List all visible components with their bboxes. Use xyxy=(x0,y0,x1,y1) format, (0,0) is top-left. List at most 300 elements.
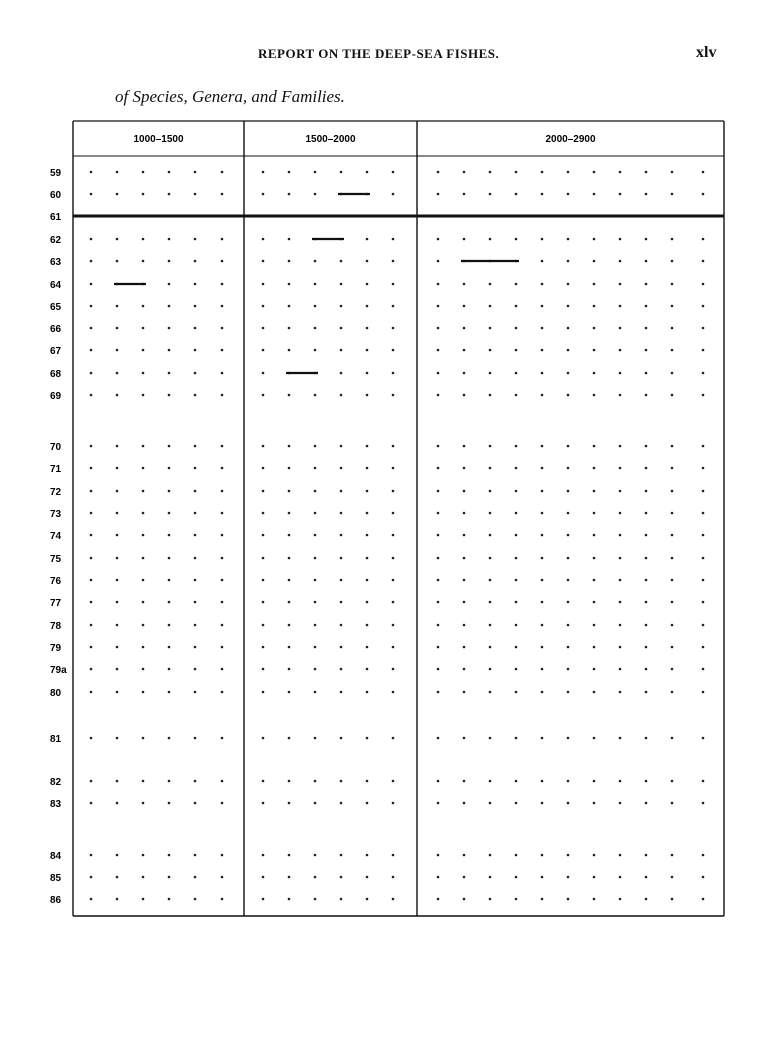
row-dot xyxy=(168,394,171,397)
row-dot xyxy=(702,876,705,879)
row-dot xyxy=(567,490,570,493)
row-dot xyxy=(194,579,197,582)
row-dot xyxy=(463,349,466,352)
row-dot xyxy=(437,601,440,604)
row-dot xyxy=(593,557,596,560)
row-dot xyxy=(541,737,544,740)
row-dot xyxy=(90,238,93,241)
row-dot xyxy=(437,898,440,901)
row-dot xyxy=(142,646,145,649)
row-dot xyxy=(392,579,395,582)
row-label: 61 xyxy=(50,212,62,223)
row-dot xyxy=(392,260,395,263)
row-dot xyxy=(262,624,265,627)
row-dot xyxy=(366,668,369,671)
row-dot xyxy=(288,260,291,263)
row-dot xyxy=(366,646,369,649)
row-dot xyxy=(366,557,369,560)
row-dot xyxy=(515,646,518,649)
row-dot xyxy=(671,305,674,308)
row-dot xyxy=(463,737,466,740)
row-dot xyxy=(437,327,440,330)
page-number: xlv xyxy=(696,44,717,61)
row-dot xyxy=(671,171,674,174)
row-dot xyxy=(619,193,622,196)
row-dot xyxy=(541,238,544,241)
row-dot xyxy=(314,601,317,604)
row-dot xyxy=(463,305,466,308)
row-dot xyxy=(116,260,119,263)
row-dot xyxy=(288,445,291,448)
row-dot xyxy=(340,467,343,470)
row-dot xyxy=(168,283,171,286)
row-dot xyxy=(489,394,492,397)
row-dot xyxy=(366,327,369,330)
row-dot xyxy=(702,601,705,604)
row-dot xyxy=(340,260,343,263)
row-dot xyxy=(168,327,171,330)
row-dot xyxy=(142,349,145,352)
row-dot xyxy=(489,579,492,582)
row-dot xyxy=(463,668,466,671)
row-dot xyxy=(142,802,145,805)
row-dot xyxy=(340,305,343,308)
row-dot xyxy=(671,780,674,783)
row-dot xyxy=(314,260,317,263)
row-dot xyxy=(671,238,674,241)
row-dot xyxy=(567,691,570,694)
row-dot xyxy=(168,445,171,448)
row-dot xyxy=(262,445,265,448)
row-dot xyxy=(116,876,119,879)
row-dot xyxy=(702,534,705,537)
row-dot xyxy=(366,283,369,286)
row-dot xyxy=(116,372,119,375)
row-dot xyxy=(314,780,317,783)
row-dot xyxy=(116,737,119,740)
row-dot xyxy=(489,557,492,560)
row-dot xyxy=(392,327,395,330)
row-label: 85 xyxy=(50,873,62,884)
row-dot xyxy=(515,780,518,783)
row-dot xyxy=(619,691,622,694)
row-dot xyxy=(288,601,291,604)
row-dot xyxy=(221,624,224,627)
row-dot xyxy=(340,601,343,604)
row-dot xyxy=(489,691,492,694)
row-dot xyxy=(463,691,466,694)
row-dot xyxy=(702,668,705,671)
row-dot xyxy=(645,260,648,263)
row-dot xyxy=(567,898,570,901)
row-dot xyxy=(142,876,145,879)
row-dot xyxy=(567,780,570,783)
row-dot xyxy=(288,327,291,330)
row-dot xyxy=(671,624,674,627)
row-dot xyxy=(515,305,518,308)
row-dot xyxy=(116,898,119,901)
row-label: 77 xyxy=(50,598,62,609)
row-dot xyxy=(671,737,674,740)
row-dot xyxy=(541,668,544,671)
row-dot xyxy=(116,512,119,515)
row-dot xyxy=(168,512,171,515)
row-dot xyxy=(116,349,119,352)
row-dot xyxy=(541,898,544,901)
row-dot xyxy=(619,579,622,582)
row-dot xyxy=(90,327,93,330)
row-dot xyxy=(262,394,265,397)
row-dot xyxy=(221,512,224,515)
row-dot xyxy=(489,876,492,879)
row-dot xyxy=(168,372,171,375)
row-dot xyxy=(221,534,224,537)
row-dot xyxy=(221,467,224,470)
row-dot xyxy=(671,579,674,582)
row-dot xyxy=(392,490,395,493)
row-dot xyxy=(116,646,119,649)
row-dot xyxy=(567,876,570,879)
row-dot xyxy=(541,283,544,286)
row-dot xyxy=(90,691,93,694)
row-dot xyxy=(515,579,518,582)
row-dot xyxy=(366,512,369,515)
row-dot xyxy=(515,624,518,627)
row-dot xyxy=(221,579,224,582)
row-dot xyxy=(262,668,265,671)
row-dot xyxy=(194,624,197,627)
row-dot xyxy=(671,601,674,604)
row-dot xyxy=(541,349,544,352)
row-dot xyxy=(288,193,291,196)
row-dot xyxy=(489,327,492,330)
row-dot xyxy=(392,898,395,901)
row-dot xyxy=(437,802,440,805)
row-dot xyxy=(314,557,317,560)
row-dot xyxy=(489,534,492,537)
row-dot xyxy=(392,534,395,537)
row-dot xyxy=(340,624,343,627)
row-dot xyxy=(671,490,674,493)
row-dot xyxy=(221,557,224,560)
row-dot xyxy=(314,876,317,879)
row-dot xyxy=(168,646,171,649)
row-dot xyxy=(593,624,596,627)
row-dot xyxy=(194,876,197,879)
row-dot xyxy=(194,193,197,196)
row-dot xyxy=(262,490,265,493)
row-dot xyxy=(194,691,197,694)
row-dot xyxy=(314,579,317,582)
row-label: 80 xyxy=(50,688,62,699)
row-dot xyxy=(314,668,317,671)
row-dot xyxy=(645,780,648,783)
row-dot xyxy=(340,283,343,286)
row-dot xyxy=(463,579,466,582)
row-dot xyxy=(593,490,596,493)
row-dot xyxy=(541,780,544,783)
row-dot xyxy=(702,445,705,448)
row-dot xyxy=(392,601,395,604)
row-dot xyxy=(340,854,343,857)
row-label: 65 xyxy=(50,302,62,313)
row-dot xyxy=(463,171,466,174)
row-dot xyxy=(567,802,570,805)
row-dot xyxy=(541,646,544,649)
row-dot xyxy=(645,854,648,857)
row-dot xyxy=(116,238,119,241)
row-dot xyxy=(515,372,518,375)
row-dot xyxy=(541,579,544,582)
row-dot xyxy=(541,327,544,330)
row-dot xyxy=(567,646,570,649)
row-dot xyxy=(314,171,317,174)
row-dot xyxy=(314,854,317,857)
row-dot xyxy=(567,445,570,448)
row-dot xyxy=(489,349,492,352)
row-dot xyxy=(489,854,492,857)
row-dot xyxy=(288,898,291,901)
row-dot xyxy=(515,691,518,694)
row-dot xyxy=(142,668,145,671)
row-dot xyxy=(392,557,395,560)
row-dot xyxy=(168,171,171,174)
row-dot xyxy=(567,512,570,515)
row-dot xyxy=(437,238,440,241)
row-dot xyxy=(194,171,197,174)
row-dot xyxy=(90,512,93,515)
row-dot xyxy=(489,898,492,901)
row-dot xyxy=(645,876,648,879)
row-dot xyxy=(314,445,317,448)
row-dot xyxy=(90,646,93,649)
row-dot xyxy=(645,579,648,582)
row-dot xyxy=(392,171,395,174)
row-dot xyxy=(463,372,466,375)
row-dot xyxy=(619,854,622,857)
row-dot xyxy=(619,780,622,783)
row-dot xyxy=(314,512,317,515)
row-dot xyxy=(489,467,492,470)
row-dot xyxy=(702,260,705,263)
row-label: 84 xyxy=(50,851,62,862)
row-dot xyxy=(619,283,622,286)
row-label: 60 xyxy=(50,190,62,201)
row-dot xyxy=(116,445,119,448)
row-dot xyxy=(437,512,440,515)
row-dot xyxy=(168,898,171,901)
row-dot xyxy=(463,283,466,286)
row-dot xyxy=(340,445,343,448)
row-dot xyxy=(221,445,224,448)
row-dot xyxy=(463,467,466,470)
row-dot xyxy=(90,854,93,857)
row-label: 68 xyxy=(50,369,62,380)
row-dot xyxy=(541,854,544,857)
row-dot xyxy=(392,372,395,375)
row-dot xyxy=(142,601,145,604)
row-dot xyxy=(314,898,317,901)
row-dot xyxy=(142,238,145,241)
row-dot xyxy=(194,445,197,448)
row-dot xyxy=(593,780,596,783)
row-label: 82 xyxy=(50,777,62,788)
row-dot xyxy=(168,624,171,627)
row-dot xyxy=(168,534,171,537)
row-dot xyxy=(515,193,518,196)
row-dot xyxy=(392,646,395,649)
row-dot xyxy=(489,283,492,286)
row-dot xyxy=(515,557,518,560)
row-dot xyxy=(593,171,596,174)
row-dot xyxy=(366,898,369,901)
row-dot xyxy=(366,238,369,241)
row-dot xyxy=(314,305,317,308)
row-dot xyxy=(593,534,596,537)
row-dot xyxy=(314,490,317,493)
row-dot xyxy=(437,668,440,671)
row-dot xyxy=(671,327,674,330)
row-dot xyxy=(340,646,343,649)
row-dot xyxy=(702,467,705,470)
row-dot xyxy=(142,579,145,582)
row-dot xyxy=(463,394,466,397)
row-dot xyxy=(702,193,705,196)
row-dot xyxy=(392,445,395,448)
row-dot xyxy=(90,624,93,627)
row-dot xyxy=(194,557,197,560)
row-dot xyxy=(515,668,518,671)
row-dot xyxy=(619,898,622,901)
row-dot xyxy=(593,445,596,448)
row-dot xyxy=(90,372,93,375)
row-dot xyxy=(645,668,648,671)
row-label: 86 xyxy=(50,895,62,906)
row-dot xyxy=(392,394,395,397)
row-dot xyxy=(671,534,674,537)
row-dot xyxy=(116,327,119,330)
row-dot xyxy=(194,394,197,397)
row-dot xyxy=(366,349,369,352)
row-dot xyxy=(489,624,492,627)
row-dot xyxy=(116,691,119,694)
row-dot xyxy=(392,512,395,515)
row-dot xyxy=(142,557,145,560)
row-dot xyxy=(463,624,466,627)
row-dot xyxy=(288,349,291,352)
row-dot xyxy=(567,349,570,352)
row-dot xyxy=(671,802,674,805)
row-dot xyxy=(702,490,705,493)
row-dot xyxy=(515,898,518,901)
row-dot xyxy=(392,780,395,783)
row-label: 67 xyxy=(50,346,62,357)
row-dot xyxy=(671,445,674,448)
row-dot xyxy=(619,349,622,352)
row-dot xyxy=(702,691,705,694)
row-dot xyxy=(314,467,317,470)
row-dot xyxy=(489,372,492,375)
row-dot xyxy=(671,512,674,515)
row-dot xyxy=(619,601,622,604)
row-dot xyxy=(437,737,440,740)
row-dot xyxy=(221,394,224,397)
row-dot xyxy=(90,490,93,493)
row-dot xyxy=(463,780,466,783)
row-dot xyxy=(168,780,171,783)
row-dot xyxy=(288,394,291,397)
row-dot xyxy=(567,238,570,241)
row-dot xyxy=(489,737,492,740)
row-dot xyxy=(567,260,570,263)
row-dot xyxy=(619,238,622,241)
row-dot xyxy=(541,624,544,627)
row-dot xyxy=(340,802,343,805)
row-dot xyxy=(489,802,492,805)
row-dot xyxy=(619,557,622,560)
row-dot xyxy=(515,802,518,805)
row-dot xyxy=(142,534,145,537)
row-dot xyxy=(262,737,265,740)
row-dot xyxy=(619,490,622,493)
row-dot xyxy=(262,854,265,857)
row-label: 71 xyxy=(50,464,62,475)
row-dot xyxy=(262,171,265,174)
row-label: 62 xyxy=(50,235,62,246)
row-label: 63 xyxy=(50,257,62,268)
row-dot xyxy=(645,898,648,901)
row-dot xyxy=(116,780,119,783)
row-dot xyxy=(116,802,119,805)
row-dot xyxy=(489,490,492,493)
row-dot xyxy=(392,238,395,241)
column-header: 2000–2900 xyxy=(545,134,596,145)
row-dot xyxy=(593,305,596,308)
row-dot xyxy=(288,512,291,515)
row-dot xyxy=(262,238,265,241)
row-dot xyxy=(463,512,466,515)
row-dot xyxy=(619,802,622,805)
row-dot xyxy=(671,193,674,196)
row-dot xyxy=(221,171,224,174)
row-dot xyxy=(366,305,369,308)
row-dot xyxy=(619,624,622,627)
row-dot xyxy=(515,238,518,241)
row-dot xyxy=(392,691,395,694)
row-dot xyxy=(168,490,171,493)
row-dot xyxy=(262,193,265,196)
row-dot xyxy=(168,467,171,470)
column-header: 1000–1500 xyxy=(133,134,184,145)
row-dot xyxy=(645,193,648,196)
row-dot xyxy=(593,193,596,196)
row-label: 75 xyxy=(50,554,62,565)
row-dot xyxy=(366,260,369,263)
row-dot xyxy=(645,445,648,448)
row-dot xyxy=(194,512,197,515)
row-dot xyxy=(116,854,119,857)
row-dot xyxy=(90,171,93,174)
row-dot xyxy=(619,260,622,263)
row-dot xyxy=(515,283,518,286)
row-dot xyxy=(168,876,171,879)
row-label: 83 xyxy=(50,799,62,810)
row-dot xyxy=(340,691,343,694)
row-dot xyxy=(314,283,317,286)
row-dot xyxy=(567,394,570,397)
row-dot xyxy=(262,898,265,901)
row-dot xyxy=(194,898,197,901)
